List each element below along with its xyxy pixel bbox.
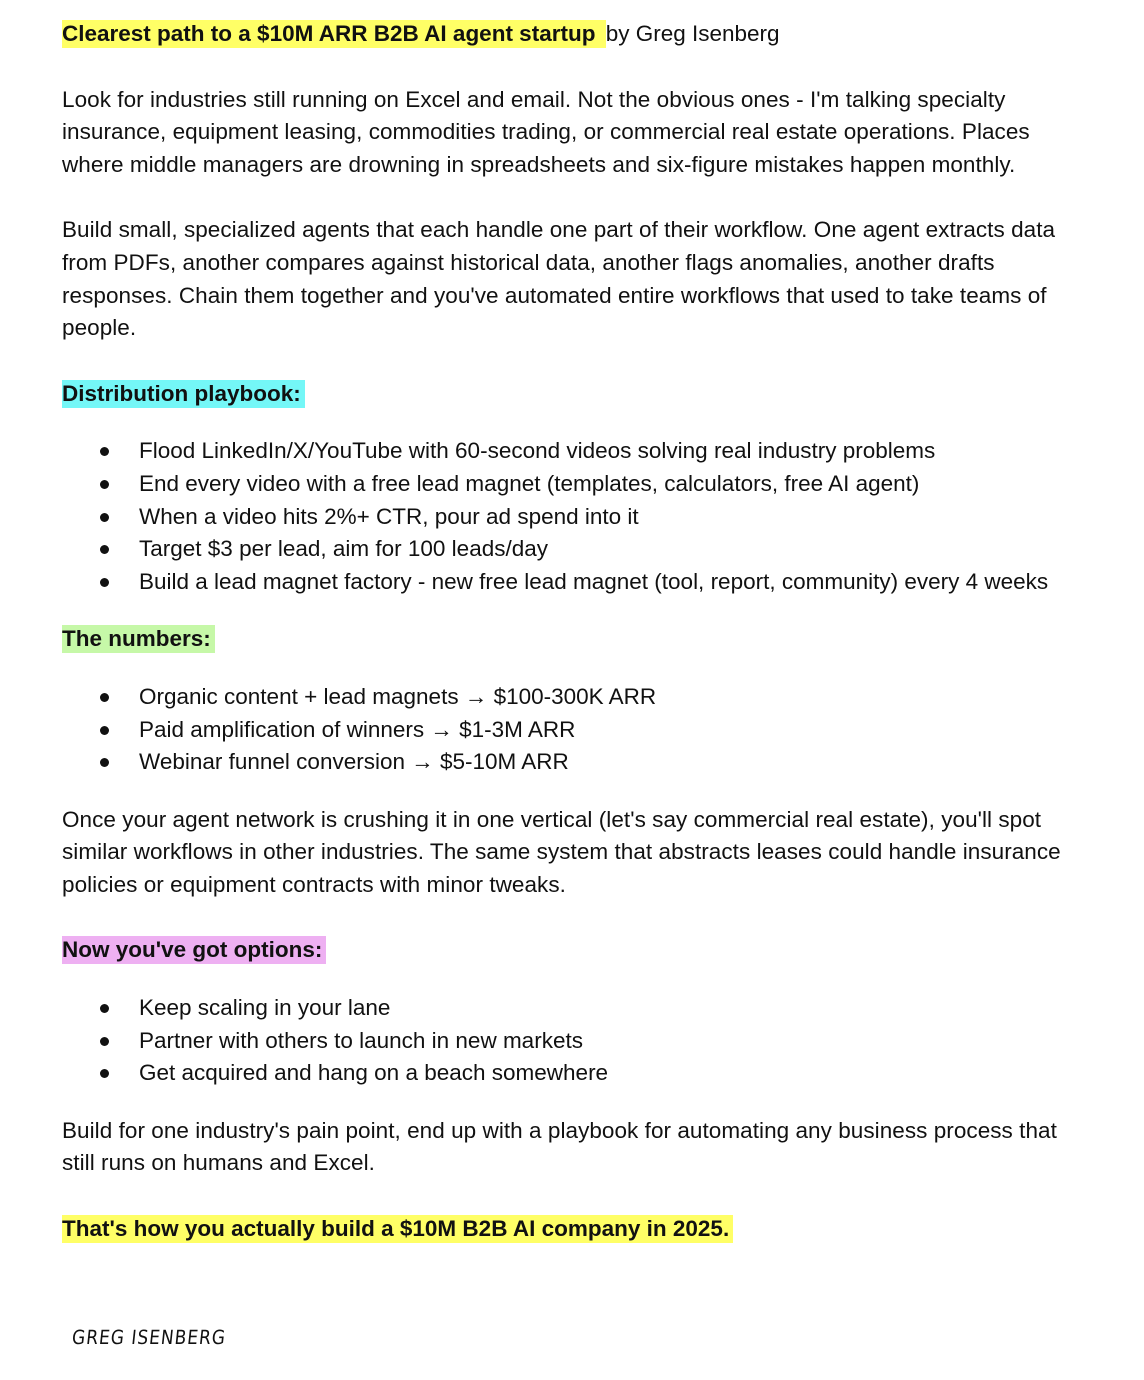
bullet-icon (100, 1004, 109, 1013)
list-item: Partner with others to launch in new markets (62, 1025, 1082, 1058)
numbers-heading (62, 623, 1082, 656)
title-byline: by Greg Isenberg (605, 21, 780, 46)
bullet-icon (100, 545, 109, 554)
distribution-heading (62, 378, 1082, 411)
bullet-icon (100, 480, 109, 489)
bullet-icon (100, 726, 109, 735)
bullet-icon (100, 758, 109, 767)
title-highlight: Clearest path to a $10M ARR B2B AI agent startup (62, 20, 606, 48)
expand-paragraph: Once your agent network is crushing it in one vertical (let's say commercial real estate), you'll spot similar workflows in other industries. The same system that abstracts leases could handle insurance policies or equipment contracts with minor tweaks. (62, 806, 1061, 897)
bullet-icon (100, 578, 109, 587)
build-paragraph: Build small, specialized agents that each handle one part of their workflow. One agent extracts data from PDFs, another compares against historical data, another flags anomalies, another drafts responses. Chain them together and you've automated entire workflows that used to take teams of people. (62, 217, 1056, 341)
distribution-heading-text: Distribution playbook: (62, 380, 305, 408)
bullet-icon (100, 693, 109, 702)
list-item: Organic content + lead magnets → $100-300K ARR (62, 681, 1082, 714)
document-title (62, 18, 1082, 51)
intro-paragraph: Look for industries still running on Excel and email. Not the obvious ones - I'm talking specialty insurance, equipment leasing, commodities trading, or commercial real estate operations. Places where middle managers are drowning in spreadsheets and six-figure mistakes happen monthly. (62, 86, 1030, 177)
bullet-icon (100, 513, 109, 522)
list-item: Target $3 per lead, aim for 100 leads/day (62, 533, 1082, 566)
bullet-icon (100, 1037, 109, 1046)
list-item: Paid amplification of winners → $1-3M ARR (62, 714, 1082, 747)
bullet-icon (100, 447, 109, 456)
final-statement-text: That's how you actually build a $10M B2B AI company in 2025. (62, 1215, 733, 1243)
list-item: Keep scaling in your lane (62, 992, 1082, 1025)
distribution-list (62, 435, 1082, 598)
numbers-list (62, 681, 1082, 779)
list-item: Webinar funnel conversion → $5-10M ARR (62, 746, 1082, 779)
list-item: Get acquired and hang on a beach somewhere (62, 1057, 1082, 1090)
options-heading-text: Now you've got options: (62, 936, 326, 964)
final-statement (62, 1213, 1082, 1246)
options-list (62, 992, 1082, 1090)
bullet-icon (100, 1069, 109, 1078)
options-heading (62, 934, 1082, 967)
list-item: Flood LinkedIn/X/YouTube with 60-second videos solving real industry problems (62, 435, 1082, 468)
list-item: When a video hits 2%+ CTR, pour ad spend into it (62, 501, 1082, 534)
list-item: Build a lead magnet factory - new free lead magnet (tool, report, community) every 4 weeks (62, 566, 1082, 599)
list-item: End every video with a free lead magnet (templates, calculators, free AI agent) (62, 468, 1082, 501)
numbers-heading-text: The numbers: (62, 625, 215, 653)
author-signature: GREG ISENBERG (70, 1326, 228, 1350)
closing-paragraph: Build for one industry's pain point, end up with a playbook for automating any business process that still runs on humans and Excel. (62, 1117, 1057, 1176)
